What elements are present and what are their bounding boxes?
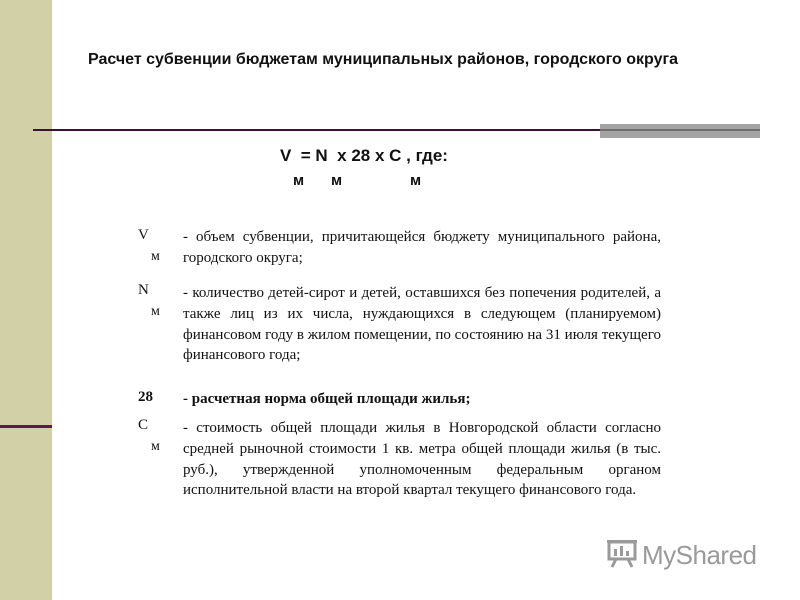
definition-text-n: - количество детей-сирот и детей, оставшихся без попечения родителей, а также лиц из их числа, нуждающихся в следующем (планируемом) финансовом году в жилом помещении, по состоянию на 31 июля текущего финансового года; xyxy=(183,285,661,364)
definition-symbol-n: N xyxy=(138,282,149,298)
definition-text-c: - стоимость общей площади жилья в Новгородской области согласно средней рыночной стоимости 1 кв. метра общей площади жилья (в тыс. руб.), утвержденной уполномоченным федеральным органом исполнительной власти на второй квартал текущего финансового года. xyxy=(183,420,661,499)
definition-text-28: - расчетная норма общей площади жилья; xyxy=(183,391,471,407)
definition-subscript-c: м xyxy=(151,439,160,454)
formula-subscript-n: м xyxy=(331,172,343,189)
rule-accent-block xyxy=(600,124,760,138)
definition-symbol-28: 28 xyxy=(138,389,153,405)
definition-symbol-v: V xyxy=(138,227,149,243)
watermark-text: MyShared xyxy=(642,539,757,570)
slide-title: Расчет субвенции бюджетам муниципальных районов, городского округа xyxy=(88,51,679,68)
myshared-logo xyxy=(606,538,766,572)
definition-symbol-c: C xyxy=(138,417,149,433)
title-rule xyxy=(33,129,600,131)
definition-text-v: - объем субвенции, причитающейся бюджету муниципального района, городского округа; xyxy=(183,229,661,266)
sidebar-accent-line xyxy=(0,425,52,428)
definition-subscript-v: м xyxy=(151,249,160,264)
sidebar-decoration xyxy=(0,0,52,600)
formula-subscript-v: м xyxy=(293,172,305,189)
presentation-board-icon xyxy=(606,538,638,573)
formula-subscript-c: м xyxy=(410,172,422,189)
rule-accent-line xyxy=(600,129,760,131)
formula: V = N x 28 x C , где: xyxy=(280,146,448,165)
definition-subscript-n: м xyxy=(151,304,160,319)
